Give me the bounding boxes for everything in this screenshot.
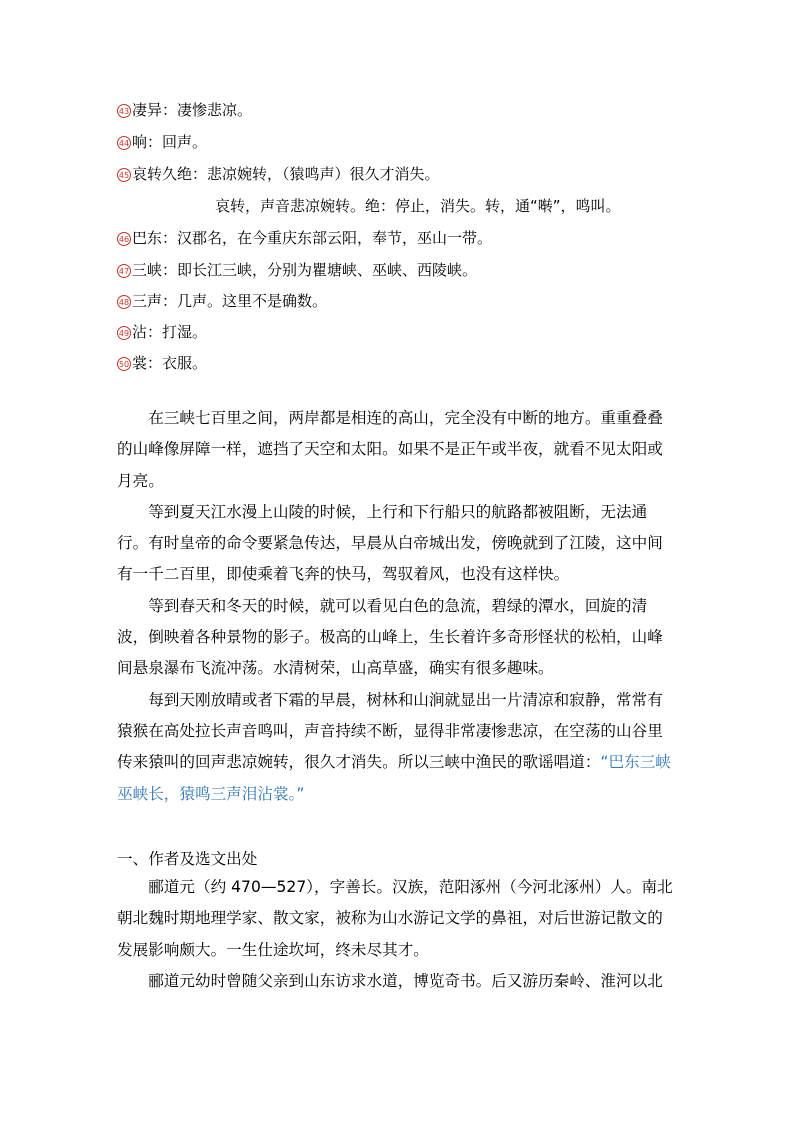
author-section <box>117 872 677 997</box>
note-48 <box>117 291 327 311</box>
note-text: 三峡：即长江三峡，分别为瞿塘峡、巫峡、西陵峡。 <box>132 261 478 279</box>
paragraph-4-text: 每到天刚放晴或者下霜的早晨，树林和山涧就显出一片清凉和寂静，常常有猿猴在高处拉长声音鸣叫，声音持续不断，显得非常凄惨悲凉，在空荡的山谷里传来猿叫的回声悲凉婉转，很久才消失。所以三峡中渔民的歌谣唱道： <box>117 690 663 772</box>
note-number-badge: 48 <box>117 295 131 309</box>
note-50 <box>117 353 207 373</box>
note-number-badge: 49 <box>117 326 131 340</box>
note-47 <box>117 260 477 280</box>
note-number-badge: 45 <box>117 168 131 182</box>
author-paragraph-2: 郦道元幼时曾随父亲到山东访求水道，博览奇书。后又游历秦岭、淮河以北 <box>148 971 663 990</box>
note-45 <box>117 164 440 184</box>
note-number-badge: 50 <box>117 357 131 371</box>
note-43 <box>117 100 252 120</box>
note-number-badge: 46 <box>117 232 131 246</box>
note-text: 巴东：汉郡名，在今重庆东部云阳，奉节，巫山一带。 <box>132 229 493 247</box>
translation-paragraph-2: 等到夏天江水漫上山陵的时候，上行和下行船只的航路都被阻断，无法通行。有时皇帝的命令要紧急传达，早晨从白帝城出发，傍晚就到了江陵，这中间有一千二百里，即使乘着飞奔的快马，驾驭着风，也没有这样快。 <box>117 502 663 584</box>
note-text: 凄异：凄惨悲凉。 <box>132 101 253 119</box>
note-number-badge: 47 <box>117 264 131 278</box>
translation-paragraph-3: 等到春天和冬天的时候，就可以看见白色的急流，碧绿的潭水，回旋的清波，倒映着各种景物的影子。极高的山峰上，生长着许多奇形怪状的松柏，山峰间悬泉瀑布飞流冲荡。水清树荣，山高草盛，确实有很多趣味。 <box>117 596 663 678</box>
note-text: 沾：打湿。 <box>132 323 208 341</box>
section-heading: 一、作者及选文出处 <box>117 850 258 868</box>
note-text: 裳：衣服。 <box>132 354 208 372</box>
note-49 <box>117 322 207 342</box>
note-44 <box>117 132 207 152</box>
note-number-badge: 44 <box>117 136 131 150</box>
author-paragraph-1: 郦道元（约 470—527），字善长。汉族，范阳涿州（今河北涿州）人。南北朝北魏时期地理学家、散文家，被称为山水游记文学的鼻祖，对后世游记散文的发展影响颇大。一生仕途坎坷，终未尽其才。 <box>117 878 673 959</box>
note-number-badge: 43 <box>117 104 131 118</box>
note-text: 哀转久绝：悲凉婉转，（猿鸣声）很久才消失。 <box>132 165 440 183</box>
note-text: 三声：几声。这里不是确数。 <box>132 292 328 310</box>
fisherman-song-quote: “巴东三峡巫峡长，猿鸣三声泪沾裳。” <box>117 753 671 803</box>
note-text: 响：回声。 <box>132 133 208 151</box>
translation-paragraph-1: 在三峡七百里之间，两岸都是相连的高山，完全没有中断的地方。重重叠叠的山峰像屏障一样，遮挡了天空和太阳。如果不是正午或半夜，就看不见太阳或月亮。 <box>117 409 663 490</box>
translation-paragraph-4 <box>117 685 677 810</box>
note-45-detail: 哀转，声音悲凉婉转。绝：停止，消失。转，通“啭”，鸣叫。 <box>215 197 621 215</box>
translation-section <box>117 403 677 810</box>
note-46 <box>117 228 492 248</box>
